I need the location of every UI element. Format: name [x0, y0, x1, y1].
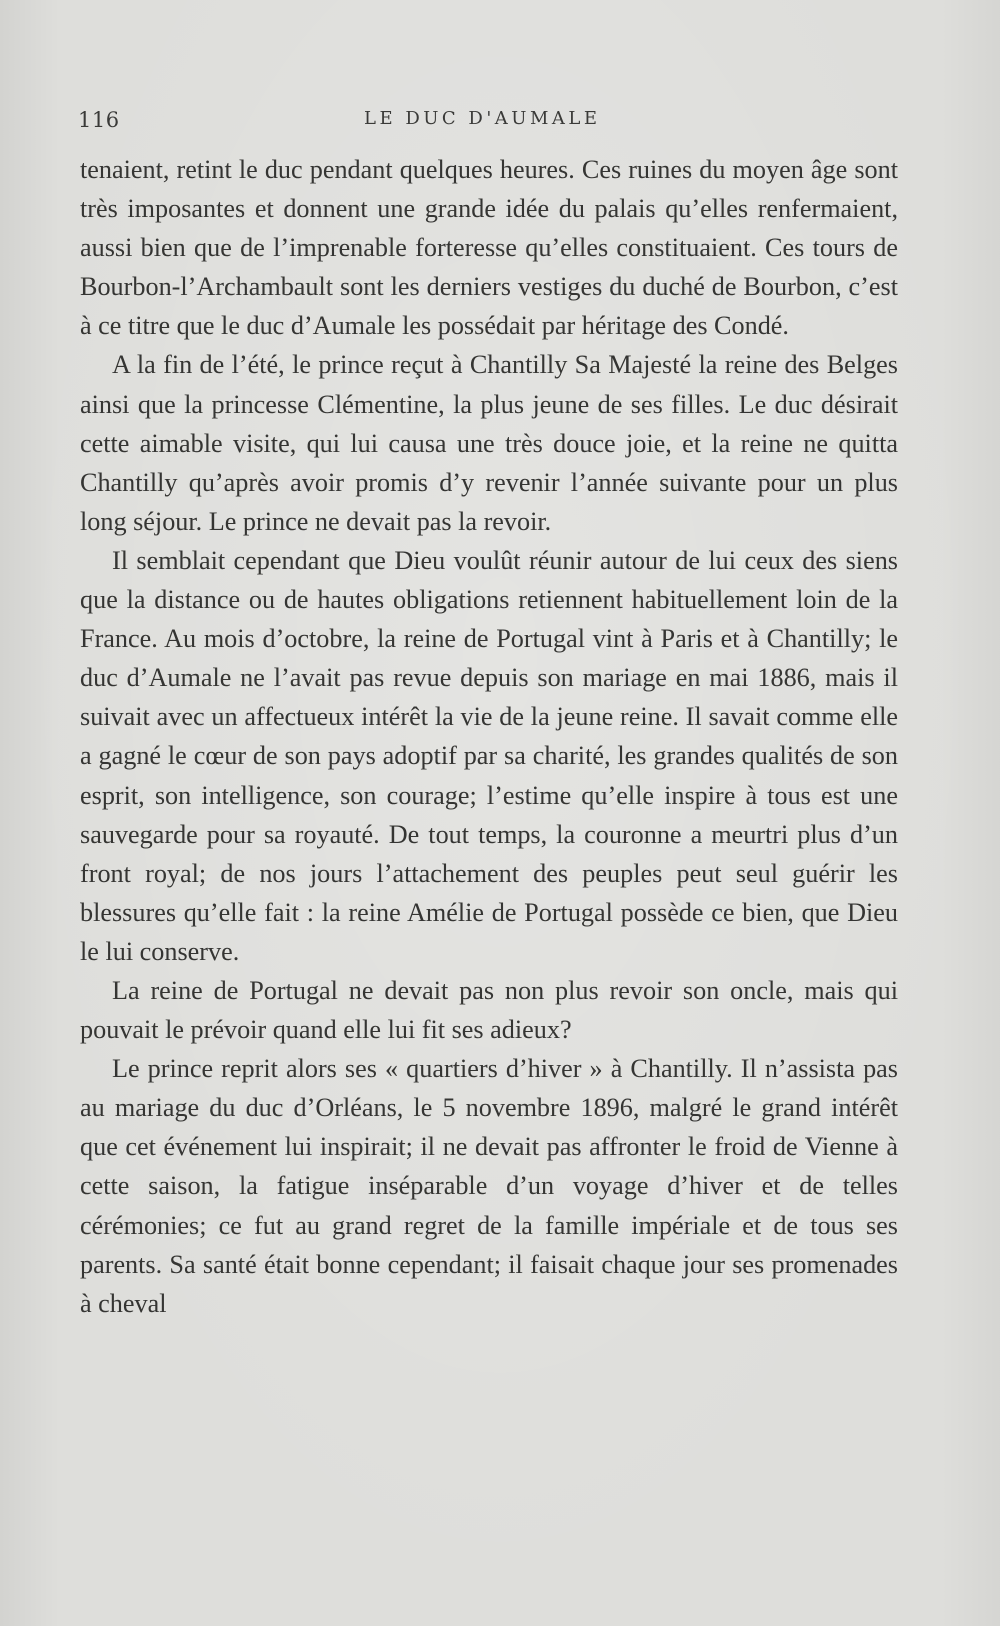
paragraph-3: Il semblait cependant que Dieu voulût réunir autour de lui ceux des siens que la distance ou de hautes obligations retiennent habituellement loin de la France. Au mois d’octobre, la reine de Portugal vint à Paris et à Chantilly; le duc d’Aumale ne l’avait pas revue depuis son mariage en mai 1886, mais il suivait avec un affectueux intérêt la vie de la jeune reine. Il savait comme elle a gagné le cœur de son pays adoptif par sa charité, les grandes qualités de son esprit, son intelligence, son courage; l’estime qu’elle inspire à tous est une sauvegarde pour sa royauté. De tout temps, la couronne a meurtri plus d’un front royal; de nos jours l’attachement des peuples peut seul guérir les blessures qu’elle fait : la reine Amélie de Portugal possède ce bien, que Dieu le lui conserve. — [80, 545, 898, 966]
paragraph-5: Le prince reprit alors ses « quartiers d’hiver » à Chantilly. Il n’assista pas au mariage du duc d’Orléans, le 5 novembre 1896, malgré le grand intérêt que cet événement lui inspirait; il ne devait pas affronter le froid de Vienne à cette saison, la fatigue inséparable d’un voyage d’hiver et de telles cérémonies; ce fut au grand regret de la famille impériale et de tous ses parents. Sa santé était bonne cependant; il faisait chaque jour ses promenades à cheval — [80, 1054, 898, 1318]
paragraph-4: La reine de Portugal ne devait pas non plus revoir son oncle, mais qui pouvait le prévoir quand elle lui fit ses adieux? — [80, 975, 898, 1045]
page-number: 116 — [78, 108, 120, 132]
body-text — [80, 150, 898, 1323]
paragraph-2: A la fin de l’été, le prince reçut à Chantilly Sa Majesté la reine des Belges ainsi que la princesse Clémentine, la plus jeune de ses filles. Le duc désirait cette aimable visite, qui lui causa une très douce joie, et la reine ne quitta Chantilly qu’après avoir promis d’y revenir l’année suivante pour un plus long séjour. Le prince ne devait pas la revoir. — [80, 350, 898, 536]
page-header — [78, 104, 898, 134]
running-title: LE DUC D'AUMALE — [364, 108, 601, 129]
paragraph-1: tenaient, retint le duc pendant quelques heures. Ces ruines du moyen âge sont très imposantes et donnent une grande idée du palais qu’elles renfermaient, aussi bien que de l’imprenable forteresse qu’elles constituaient. Ces tours de Bourbon-l’Archambault sont les derniers vestiges du duché de Bourbon, c’est à ce titre que le duc d’Aumale les possédait par héritage des Condé. — [80, 155, 898, 341]
